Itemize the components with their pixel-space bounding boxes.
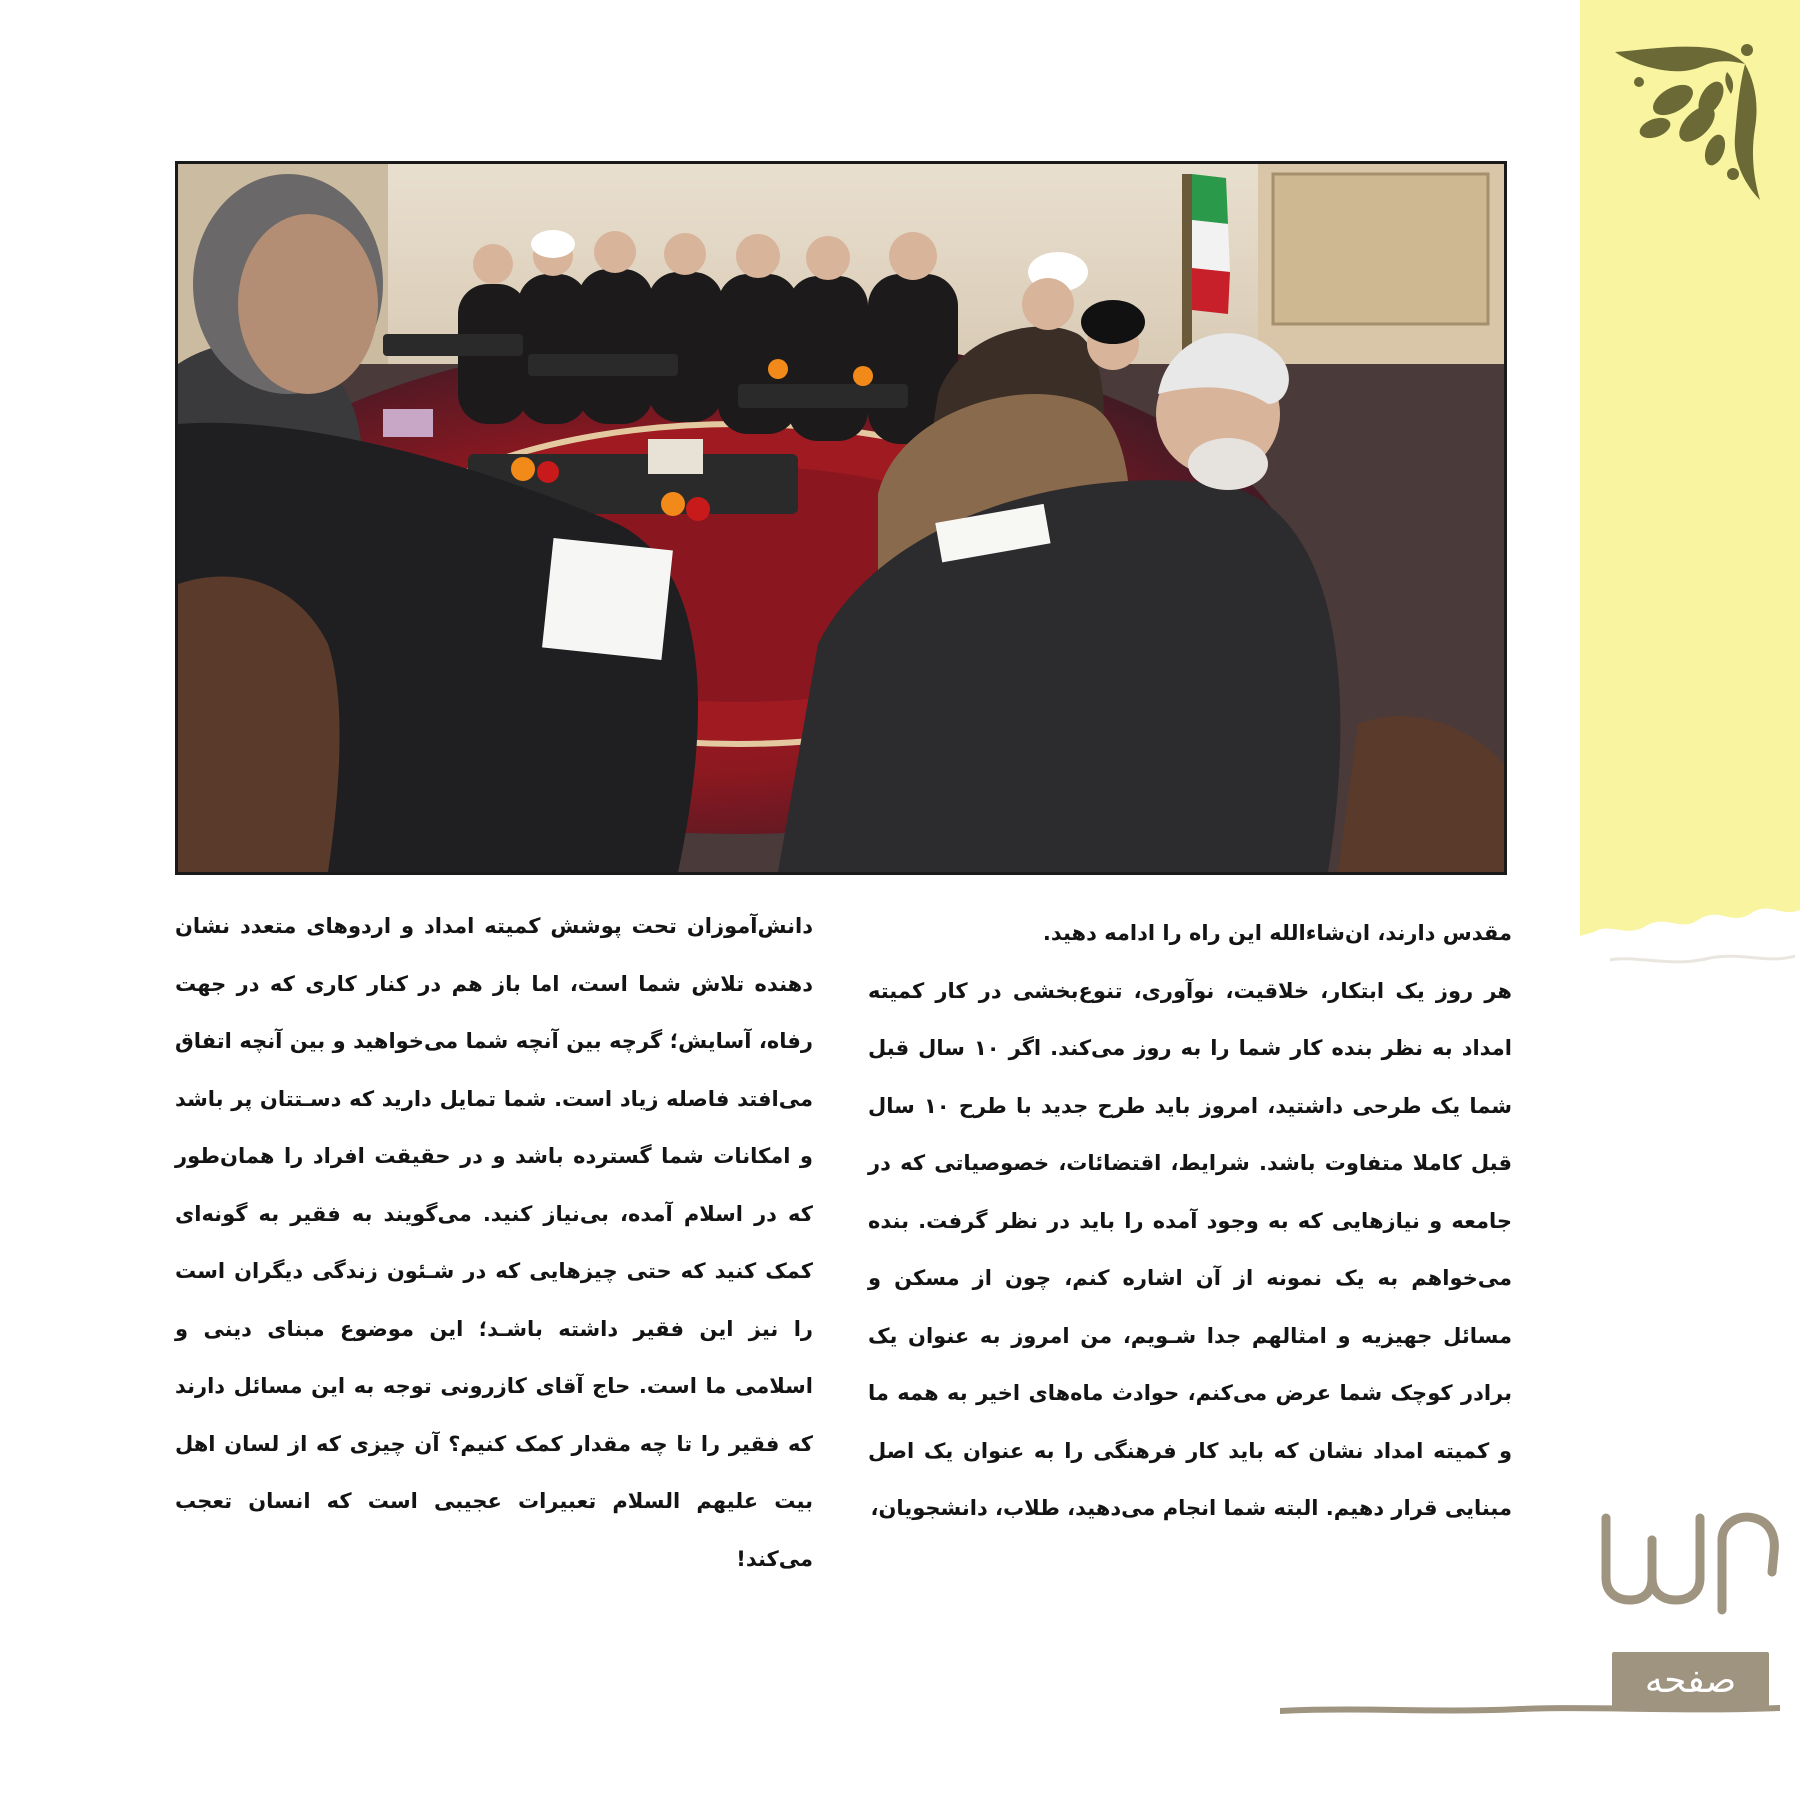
article-column-left [175,898,813,1588]
page-label: صفحه [1644,1659,1737,1701]
article-paragraph: هر روز یک ابتکار، خلاقیت، نوآوری، تنوع‌بخشی در کار کمیته امداد به نظر بنده کار شما را به روز می‌کند. اگر ۱۰ سال قبل شما یک طرحی داشتید، امروز باید طرح جدید با طرح ۱۰ سال قبل کاملا متفاوت باشد. شرایط، اقتضائات، خصوصیاتی که در جامعه و نیازهایی که به وجود آمده را باید در نظر گرفت. بنده می‌خواهم به یک نمونه از آن اشاره کنم، چون از مسکن و مسائل جهیزیه و امثالهم جدا شـویم، من امروز به عنوان یک برادر کوچک شما عرض می‌کنم، حوادث ماه‌های اخیر به همه ما و کمیته امداد نشان که باید کار فرهنگی را به عنوان یک اصل مبنایی قرار دهیم. البته شما انجام می‌دهید، طلاب، دانشجویان، [868,978,1513,1520]
article-paragraph: مقدس دارند، ان‌شاءالله این راه را ادامه دهید. [1042,921,1512,945]
page-number-text: ۳۲ [1590,1500,1592,1501]
brush-stroke-line-icon [1280,1692,1780,1722]
meeting-photo [175,161,1507,875]
yellow-band-torn-edge [1580,840,1800,1000]
article-column-right [868,905,1512,1538]
floral-corner-ornament-icon [1615,42,1765,202]
page-number-graphic [1590,1500,1790,1620]
article-paragraph: دانش‌آموزان تحت پوشش کمیته امداد و اردوهای متعدد نشان دهنده تلاش شما است، اما باز هم در کنار کاری که در جهت رفاه، آسایش؛ گرچه بین آنچه شما می‌خواهید و بین آنچه اتفاق می‌افتد فاصله زیاد است. شما تمایل دارید که دسـتتان پر باشد و امکانات شما گسترده باشد و در حقیقت افراد را همان‌طور که در اسلام آمده، بی‌نیاز کنید. می‌گویند به فقیر به گونه‌ای کمک کنید که حتی چیزهایی که در شـئون زندگی دیگران است را نیز این فقیر داشته باشـد؛ این موضوع مبنای دینی و اسلامی ما است. حاج آقای کازرونی توجه به این مسائل دارند که فقیر را تا چه مقدار کمک کنیم؟ آن چیزی که از لسان اهل بیت علیهم السلام تعبیرات عجیبی است که انسان تعجب می‌کند! [175,914,813,1571]
meeting-photo-illustration [178,164,1504,872]
